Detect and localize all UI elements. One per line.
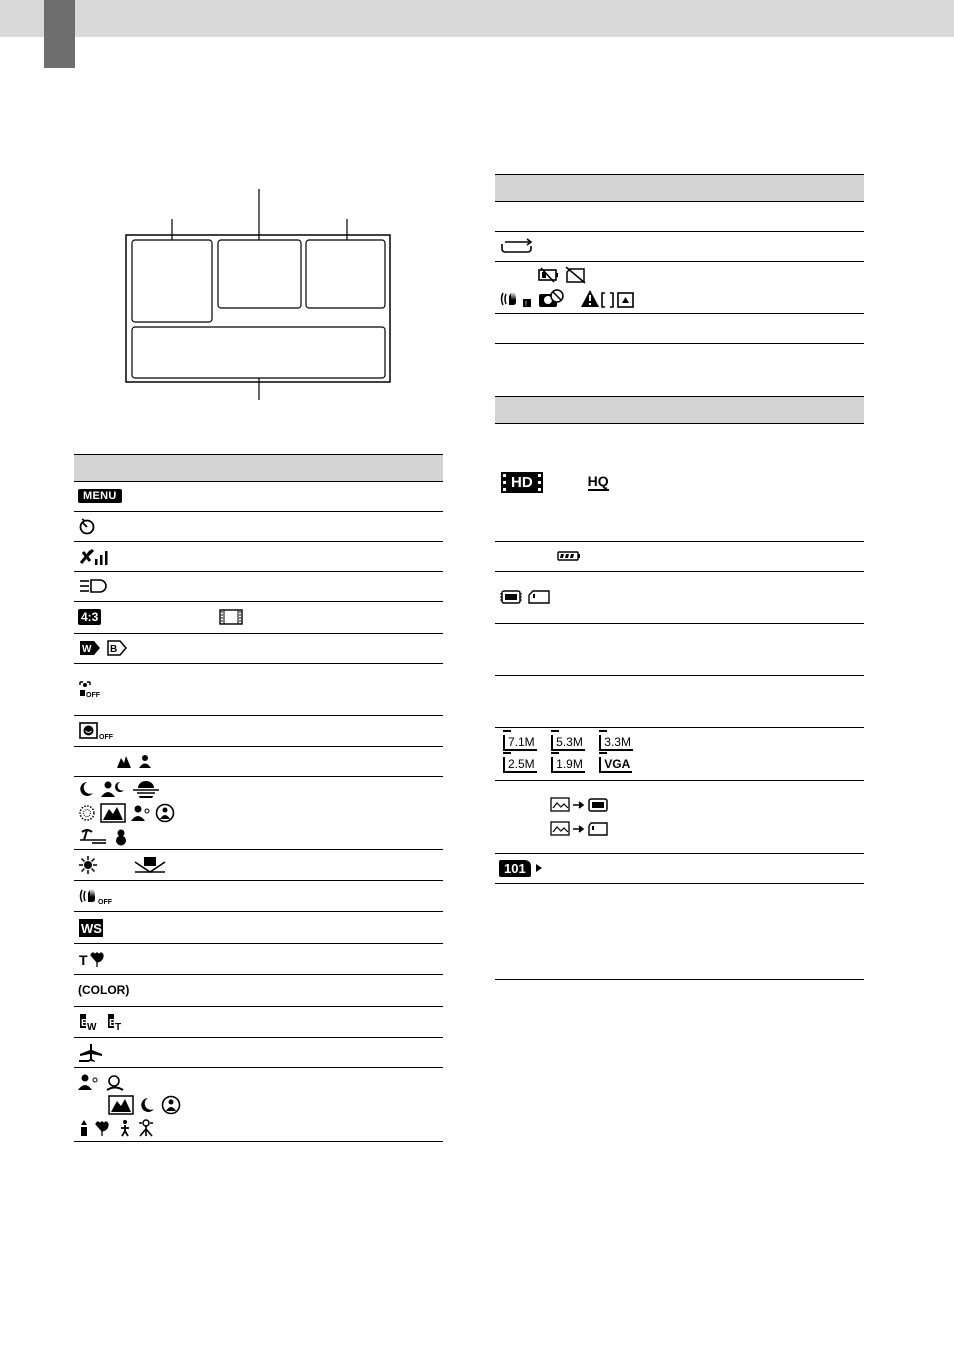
tele-macro-icon xyxy=(78,950,104,968)
table-row xyxy=(74,975,443,1007)
daylight-icon xyxy=(78,855,98,875)
image-size-3-3m xyxy=(599,735,633,751)
table-header xyxy=(74,455,443,482)
steadyshot-off-icon xyxy=(78,886,112,906)
table-row xyxy=(74,634,443,664)
svg-text:OFF: OFF xyxy=(98,899,112,906)
svg-text:OFF: OFF xyxy=(99,734,113,741)
svg-text:W: W xyxy=(82,644,92,656)
table-row xyxy=(74,716,443,747)
portrait-detect-icon xyxy=(78,1073,100,1091)
hq-quality-icon: HQ xyxy=(587,472,609,489)
portrait-person-icon xyxy=(137,753,153,769)
night-detect-icon xyxy=(139,1096,157,1114)
image-size-label: 7.1M xyxy=(508,734,535,749)
portrait-icon xyxy=(131,804,151,822)
baby-detect-icon xyxy=(104,1073,126,1091)
card-warning-icon xyxy=(564,266,588,284)
warning-media-icon xyxy=(580,289,636,309)
spot-focus-off-icon xyxy=(78,680,106,700)
landscape-detect-icon xyxy=(108,1095,134,1115)
table-row xyxy=(495,728,864,781)
table-row xyxy=(495,314,864,344)
svg-text:!: ! xyxy=(525,301,527,309)
svg-text:OFF: OFF xyxy=(86,691,100,699)
lcd-screen-diagram xyxy=(120,185,400,400)
landscape-mountain-icon xyxy=(116,753,132,769)
smile-off-icon xyxy=(78,721,118,741)
beach-icon xyxy=(78,828,108,846)
table-row xyxy=(74,482,443,512)
playback-folder-icon: 101 xyxy=(499,860,531,877)
table-row xyxy=(74,944,443,975)
spotlight-detect-icon xyxy=(161,1095,181,1115)
image-size-label: 5.3M xyxy=(556,734,583,749)
table-header xyxy=(495,397,864,424)
night-icon xyxy=(78,780,96,798)
film-icon xyxy=(218,608,244,626)
image-size-2-5m xyxy=(503,757,537,773)
right-indicator-table-1 xyxy=(495,174,864,344)
image-size-label: 1.9M xyxy=(556,756,583,771)
table-row xyxy=(495,424,864,542)
menu-icon: MENU xyxy=(78,489,122,503)
table-row xyxy=(74,542,443,572)
night-portrait-icon xyxy=(100,780,126,798)
header-bar xyxy=(0,0,954,37)
self-timer-icon xyxy=(78,517,96,535)
wide-select-icon xyxy=(78,918,104,938)
image-size-label: 2.5M xyxy=(508,756,535,771)
x-v-color-icon: (COLOR) xyxy=(78,983,130,998)
table-row xyxy=(74,881,443,912)
table-row xyxy=(74,572,443,602)
landscape-icon xyxy=(100,803,126,823)
table-row xyxy=(74,747,443,777)
macro-detect-icon xyxy=(94,1119,112,1137)
table-row xyxy=(495,624,864,676)
snow-icon xyxy=(112,828,130,846)
table-row xyxy=(74,664,443,716)
internal-memory-icon xyxy=(499,589,523,605)
svg-text:T: T xyxy=(79,951,88,968)
table-row xyxy=(74,777,443,850)
airplane-mode-icon xyxy=(78,1043,104,1063)
table-row xyxy=(74,1007,443,1038)
copy-to-internal-memory-icon xyxy=(549,796,609,814)
x-v-color-label: COLOR xyxy=(82,983,126,998)
svg-text:B: B xyxy=(81,1018,89,1029)
walking-icon xyxy=(117,1119,133,1137)
wide-icon xyxy=(78,639,130,657)
backlight-icon xyxy=(78,1119,90,1137)
copy-to-card-icon xyxy=(549,820,609,838)
table-row xyxy=(495,202,864,232)
table-row xyxy=(74,512,443,542)
image-size-label: 3.3M xyxy=(604,734,631,749)
image-size-label: VGA xyxy=(604,756,631,771)
battery-warning-icon xyxy=(537,267,559,283)
memory-card-icon xyxy=(527,589,551,605)
table-header xyxy=(495,175,864,202)
tripod-icon xyxy=(137,1119,155,1137)
table-row xyxy=(495,854,864,884)
spotlight-icon xyxy=(155,803,175,823)
table-row xyxy=(74,912,443,944)
table-row xyxy=(74,1068,443,1142)
table-row xyxy=(495,232,864,262)
camera-shake-warning-icon xyxy=(499,289,533,309)
svg-text:T: T xyxy=(115,1022,122,1032)
table-row xyxy=(495,542,864,572)
svg-text:B: B xyxy=(109,1018,117,1029)
svg-text:W: W xyxy=(87,1022,97,1032)
svg-text:B: B xyxy=(110,644,118,656)
one-push-wb-icon xyxy=(133,856,167,874)
record-warning-icon xyxy=(537,289,565,309)
gps-signal-icon xyxy=(78,547,112,567)
table-row xyxy=(495,781,864,854)
image-size-1-9m xyxy=(551,757,585,773)
hd-quality-icon: HD xyxy=(503,474,541,491)
table-row xyxy=(495,572,864,624)
table-row xyxy=(74,602,443,634)
sunset-icon xyxy=(131,780,161,798)
flash-icon xyxy=(78,578,108,594)
battery-level-icon xyxy=(557,550,581,562)
table-row xyxy=(495,676,864,728)
play-arrow-icon xyxy=(535,863,543,873)
bw-bt-icons xyxy=(78,1012,134,1032)
table-row xyxy=(495,884,864,980)
fireworks-icon xyxy=(78,804,96,822)
table-row xyxy=(495,262,864,314)
right-indicator-table-2 xyxy=(495,396,864,980)
aspect-4-3-icon: 4:3 xyxy=(78,609,101,625)
left-indicator-table xyxy=(74,454,443,1142)
image-size-5-3m xyxy=(551,735,585,751)
table-row xyxy=(74,850,443,881)
repeat-icon xyxy=(499,237,537,255)
chapter-tab xyxy=(44,0,75,68)
image-size-vga xyxy=(599,757,632,773)
svg-text:WS: WS xyxy=(81,920,102,936)
image-size-7-1m xyxy=(503,735,537,751)
table-row xyxy=(74,1038,443,1068)
